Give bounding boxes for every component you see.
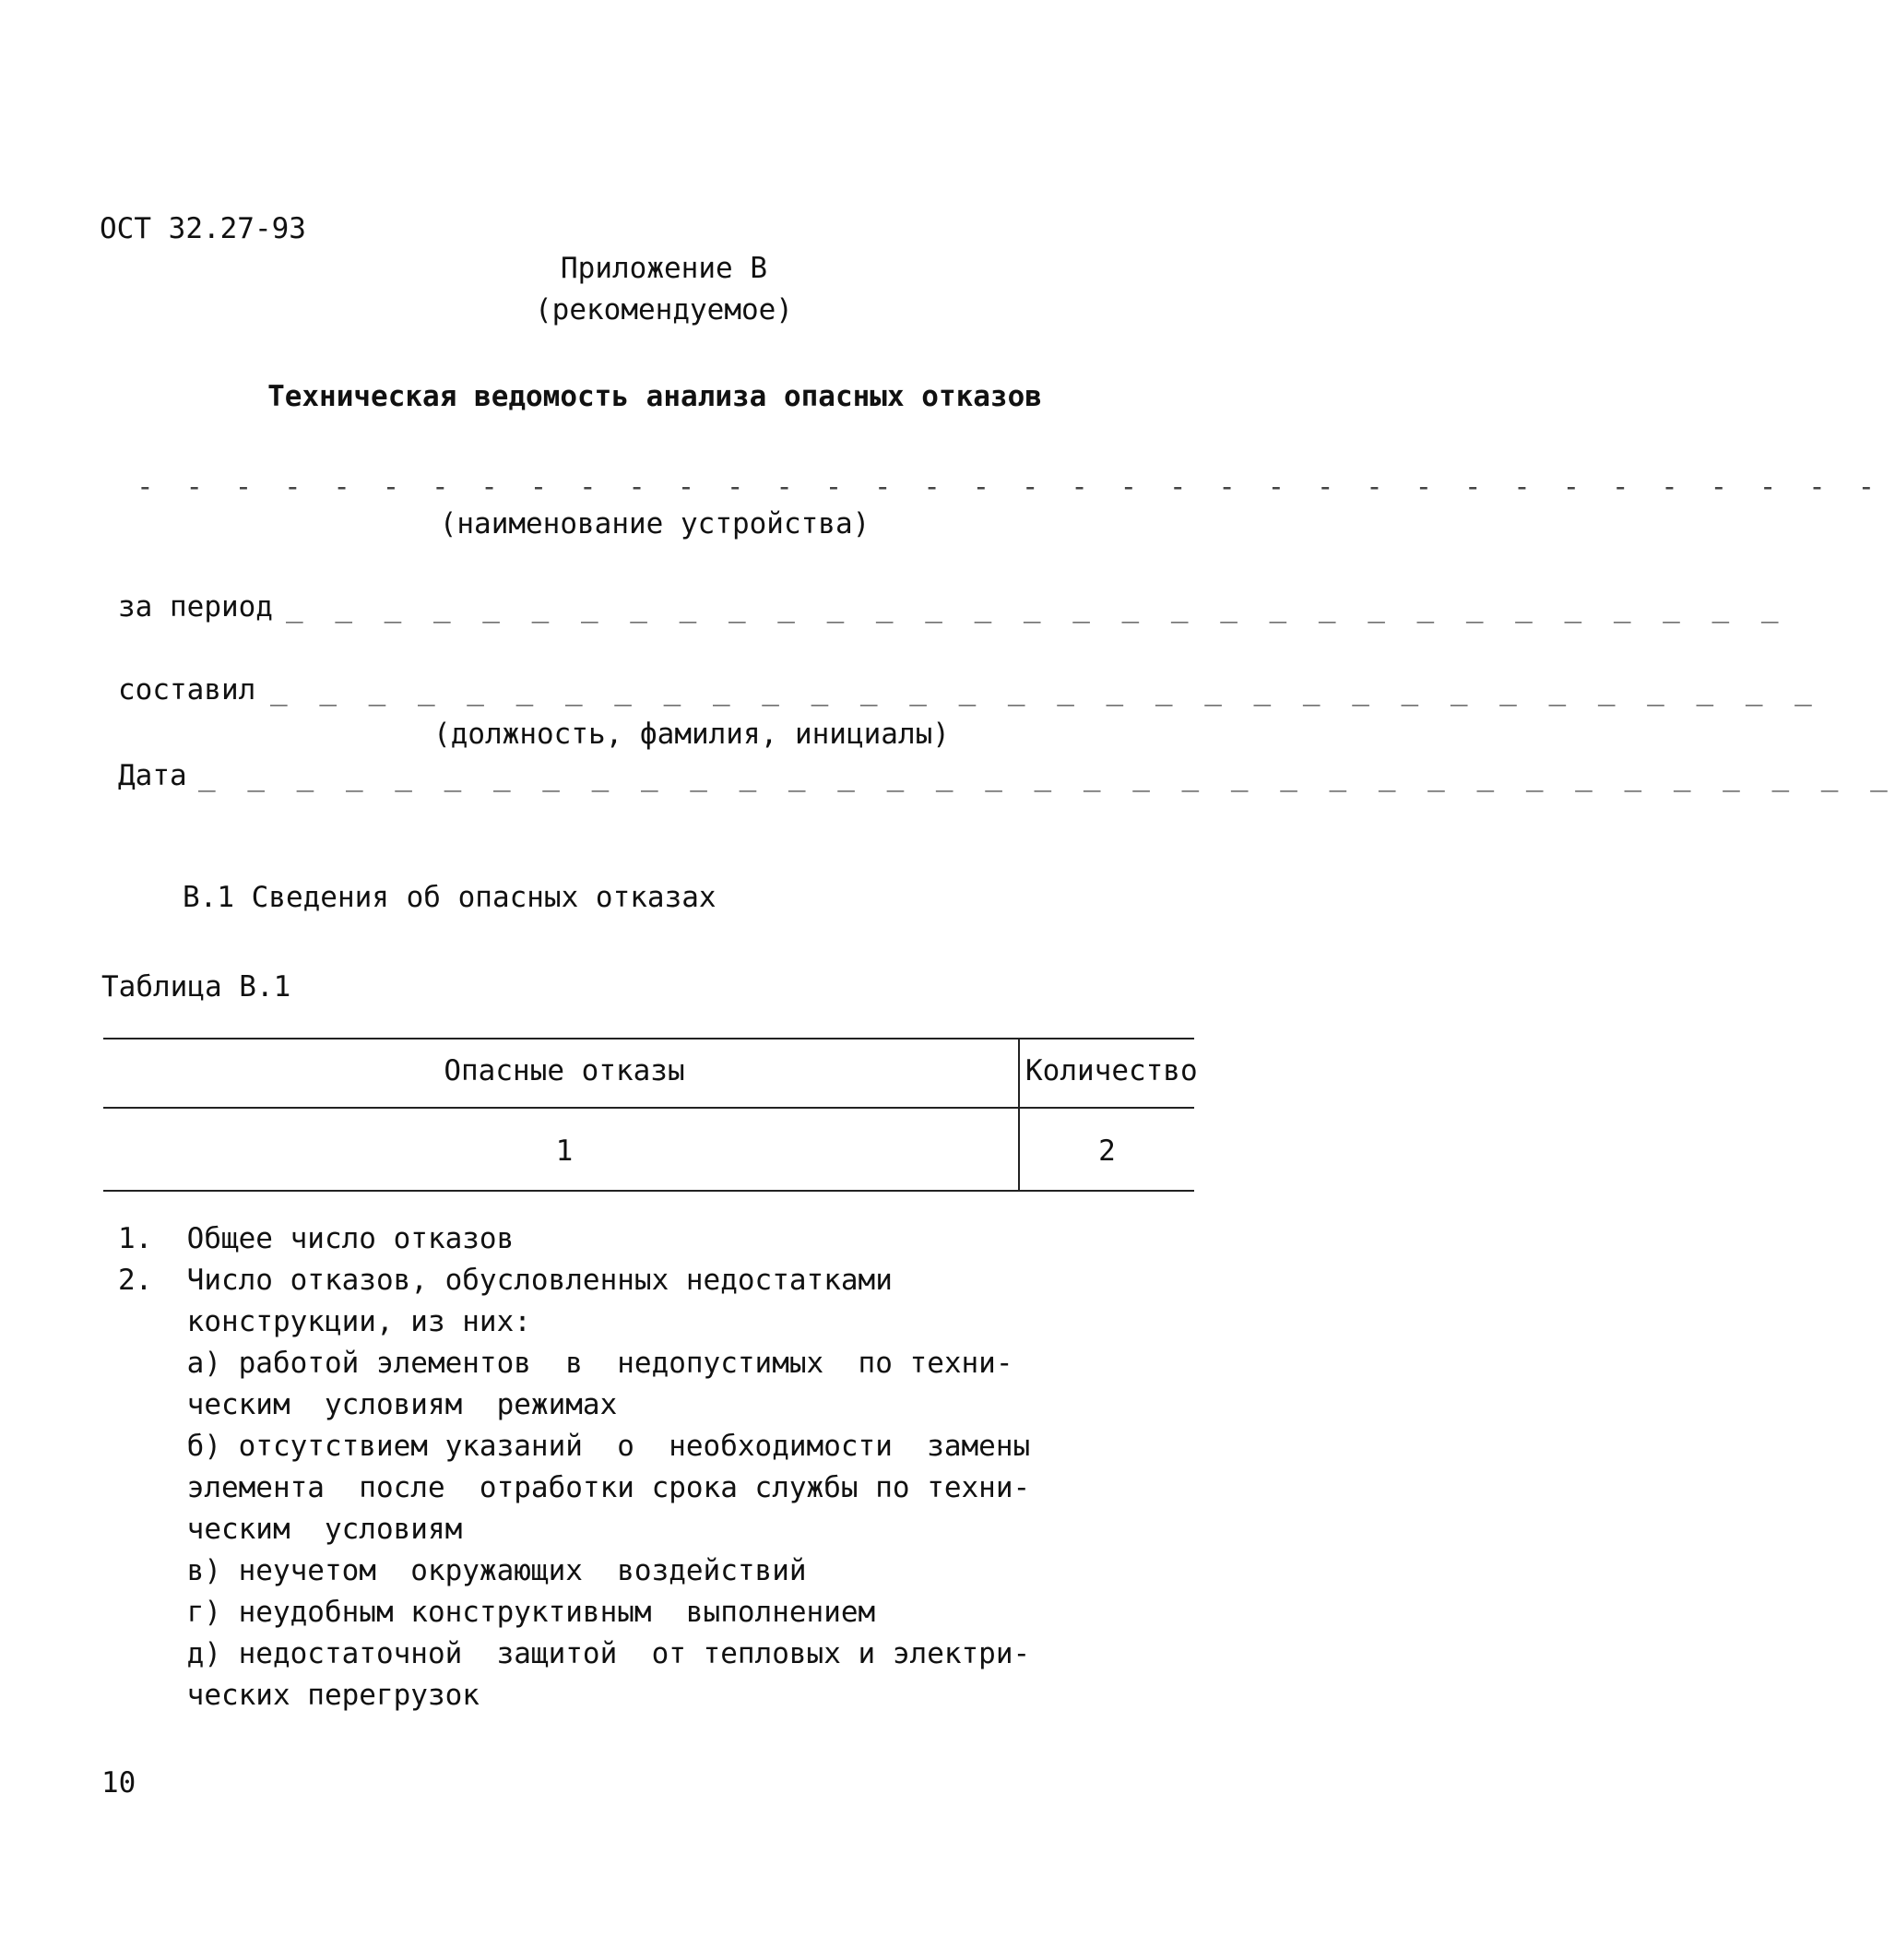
table-header-failures: Опасные отказы — [444, 1054, 685, 1087]
compiled-caption: (должность, фамилия, инициалы) — [433, 718, 950, 751]
table-column-divider — [1018, 1038, 1020, 1190]
list-item: ческим условиям — [118, 1513, 463, 1546]
device-name-caption: (наименование устройства) — [439, 507, 871, 540]
list-item: конструкции, из них: — [118, 1305, 531, 1338]
appendix-note: (рекомендуемое) — [535, 293, 793, 327]
list-item: б) отсутствием указаний о необходимости замены — [118, 1430, 1031, 1463]
list-item: элемента после отработки срока службы по техни- — [118, 1471, 1031, 1504]
list-item: г) неудобным конструктивным выполнением — [118, 1596, 876, 1629]
date-line: _ _ _ _ _ _ _ _ _ _ _ _ _ _ _ _ _ _ _ _ _ _ _ _ _ _ _ _ _ _ _ _ _ _ _ — [198, 759, 1895, 792]
device-name-line: - - - - - - - - - - - - - - - - - - - - - - - - - - - - - - - - - - - - — [136, 470, 1883, 504]
list-item: 2. Число отказов, обусловленных недостатками — [118, 1264, 893, 1297]
appendix-title: Приложение В — [561, 252, 767, 285]
list-item: ческим условиям режимах — [118, 1388, 618, 1421]
compiled-line: _ _ _ _ _ _ _ _ _ _ _ _ _ _ _ _ _ _ _ _ _ _ _ _ _ _ _ _ _ _ _ _ — [270, 673, 1819, 707]
main-title: Техническая ведомость анализа опасных отказов — [267, 380, 1042, 413]
period-line: _ _ _ _ _ _ _ _ _ _ _ _ _ _ _ _ _ _ _ _ _ _ _ _ _ _ _ _ _ _ _ — [286, 590, 1786, 624]
table-top-rule — [103, 1038, 1194, 1039]
table-number-1: 1 — [555, 1134, 574, 1168]
table-number-2: 2 — [1098, 1134, 1116, 1168]
document-code: ОСТ 32.27-93 — [100, 212, 306, 245]
list-item: а) работой элементов в недопустимых по техни- — [118, 1347, 1013, 1380]
table-header-rule — [103, 1107, 1194, 1109]
list-item: в) неучетом окружающих воздействий — [118, 1554, 807, 1587]
page-number: 10 — [101, 1766, 136, 1800]
period-label: за период — [118, 590, 273, 624]
table-caption: Таблица В.1 — [101, 970, 291, 1004]
list-item: д) недостаточной защитой от тепловых и электри- — [118, 1637, 1031, 1670]
list-item: 1. Общее число отказов — [118, 1222, 515, 1255]
table-header-count: Количество — [1025, 1054, 1198, 1087]
date-label: Дата — [118, 759, 187, 792]
list-item: ческих перегрузок — [118, 1679, 480, 1712]
compiled-label: составил — [118, 673, 256, 707]
table-bottom-rule — [103, 1190, 1194, 1192]
section-heading: В.1 Сведения об опасных отказах — [183, 881, 717, 914]
